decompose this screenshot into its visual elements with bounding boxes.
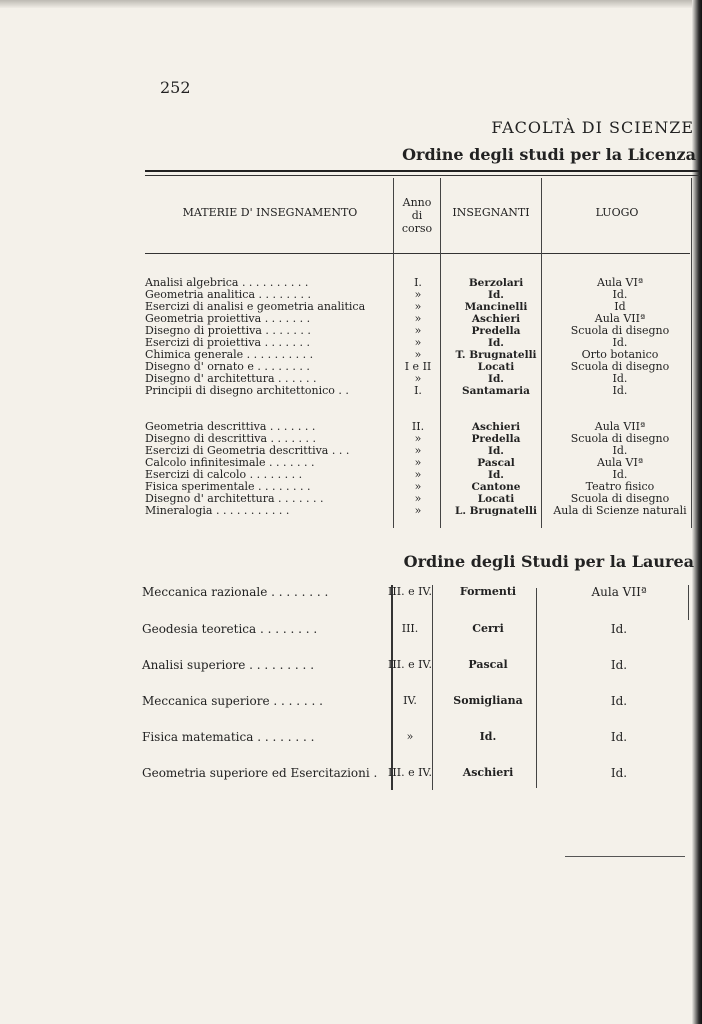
year-cell: » <box>414 480 422 493</box>
header-year-line2: di <box>411 209 423 222</box>
subject-cell: Esercizi di proiettiva . . . . . . . <box>145 336 311 349</box>
year-cell: » <box>414 456 422 469</box>
subject-cell: Geometria superiore ed Esercitazioni . <box>142 766 378 780</box>
subject-cell: Fisica sperimentale . . . . . . . . <box>145 480 311 493</box>
subject-cell: Disegno d' ornato e . . . . . . . . <box>145 360 310 373</box>
header-place: LUOGO <box>595 206 639 219</box>
header-subject: MATERIE D' INSEGNAMENTO <box>182 206 358 219</box>
teacher-cell: Formenti <box>459 585 517 598</box>
year-cell: » <box>414 372 422 385</box>
year-cell: III. e IV. <box>388 585 432 598</box>
teacher-cell: Pascal <box>468 658 508 671</box>
year-cell: » <box>414 444 422 457</box>
place-cell: Id. <box>612 288 628 301</box>
teacher-cell: Locati <box>477 361 515 373</box>
teacher-cell: Aschieri <box>471 421 521 433</box>
place-cell: Id. <box>612 336 628 349</box>
place-cell: Orto botanico <box>581 348 659 361</box>
teacher-cell: Predella <box>471 433 521 445</box>
place-cell: Aula VIIª <box>591 585 647 599</box>
place-cell: Id. <box>612 384 628 397</box>
place-cell: Aula VIIª <box>594 312 646 325</box>
place-cell: Id. <box>610 730 628 744</box>
teacher-cell: Berzolari <box>468 277 524 289</box>
year-cell: I e II <box>404 360 432 373</box>
subject-cell: Geometria analitica . . . . . . . . <box>145 288 311 301</box>
place-cell: Id. <box>610 766 628 780</box>
year-cell: III. e IV. <box>388 766 432 779</box>
s2-divider-year-left <box>391 585 393 790</box>
page-top-edge <box>0 0 702 8</box>
place-cell: Teatro fisico <box>585 480 655 493</box>
section1-title: Ordine degli studi per la Licenza <box>402 145 696 164</box>
place-cell: Aula VIª <box>596 276 644 289</box>
year-cell: » <box>406 730 414 743</box>
teacher-cell: Id. <box>488 337 504 349</box>
table-top-rule <box>145 170 700 172</box>
teacher-cell: Pascal <box>477 457 515 469</box>
subject-cell: Disegno d' architettura . . . . . . . <box>145 492 324 505</box>
teacher-cell: Aschieri <box>471 313 521 325</box>
place-cell: Aula VIª <box>596 456 644 469</box>
subject-cell: Esercizi di Geometria descrittiva . . . <box>145 444 350 457</box>
year-cell: I. <box>414 384 422 397</box>
year-cell: I. <box>414 276 422 289</box>
teacher-cell: Cerri <box>472 622 504 635</box>
header-year-line1: Anno <box>402 196 432 209</box>
year-cell: » <box>414 504 422 517</box>
teacher-cell: Locati <box>477 493 515 505</box>
place-cell: Id. <box>610 694 628 708</box>
subject-cell: Esercizi di analisi e geometria analitica <box>145 300 366 313</box>
place-cell: Id. <box>612 468 628 481</box>
year-cell: III. e IV. <box>388 658 432 671</box>
year-cell: II. <box>411 420 425 433</box>
place-cell: Scuola di disegno <box>570 492 670 505</box>
subject-cell: Principii di disegno architettonico . . <box>145 384 349 397</box>
year-cell: » <box>414 492 422 505</box>
year-cell: » <box>414 348 422 361</box>
header-bottom-rule <box>145 253 690 254</box>
teacher-cell: L. Brugnatelli <box>454 505 537 517</box>
year-cell: » <box>414 336 422 349</box>
s2-divider-teachers-right <box>536 588 537 788</box>
subject-cell: Mineralogia . . . . . . . . . . . <box>145 504 290 517</box>
year-cell: » <box>414 300 422 313</box>
header-teachers: INSEGNANTI <box>452 206 530 219</box>
subject-cell: Analisi superiore . . . . . . . . . <box>142 658 315 672</box>
year-cell: » <box>414 312 422 325</box>
year-cell: » <box>414 468 422 481</box>
teacher-cell: Predella <box>471 325 521 337</box>
subject-cell: Geodesia teoretica . . . . . . . . <box>142 622 318 636</box>
teacher-cell: Id. <box>488 289 504 301</box>
header-year <box>395 196 439 235</box>
place-cell: Id. <box>612 372 628 385</box>
subject-cell: Meccanica superiore . . . . . . . <box>142 694 323 708</box>
s2-divider-year-right <box>432 585 433 790</box>
year-cell: III. <box>401 622 419 635</box>
teacher-cell: T. Brugnatelli <box>455 349 537 361</box>
teacher-cell: Id. <box>488 445 504 457</box>
subject-cell: Meccanica razionale . . . . . . . . <box>142 585 329 599</box>
place-cell: Id. <box>610 622 628 636</box>
teacher-cell: Id. <box>488 469 504 481</box>
place-cell: Id. <box>610 658 628 672</box>
teacher-cell: Somigliana <box>453 694 523 707</box>
year-cell: » <box>414 432 422 445</box>
place-cell: Aula di Scienze naturali <box>553 504 687 517</box>
closing-rule <box>565 856 685 857</box>
place-cell: Id. <box>612 444 628 457</box>
table-top-rule-thin <box>145 175 700 176</box>
year-cell: » <box>414 324 422 337</box>
page-number: 252 <box>160 78 191 97</box>
header-year-line3: corso <box>401 222 433 235</box>
teacher-cell: Aschieri <box>462 766 514 779</box>
subject-cell: Disegno d' architettura . . . . . . <box>145 372 317 385</box>
place-cell: Scuola di disegno <box>570 432 670 445</box>
teacher-cell: Id. <box>479 730 497 743</box>
subject-cell: Analisi algebrica . . . . . . . . . . <box>145 276 309 289</box>
subject-cell: Fisica matematica . . . . . . . . <box>142 730 315 744</box>
subject-cell: Chimica generale . . . . . . . . . . <box>145 348 314 361</box>
teacher-cell: Id. <box>488 373 504 385</box>
subject-cell: Calcolo infinitesimale . . . . . . . <box>145 456 315 469</box>
year-cell: IV. <box>403 694 417 707</box>
teacher-cell: Santamaria <box>462 385 530 397</box>
subject-cell: Esercizi di calcolo . . . . . . . . <box>145 468 303 481</box>
place-cell: Scuola di disegno <box>570 324 670 337</box>
subject-cell: Disegno di proiettiva . . . . . . . <box>145 324 311 337</box>
subject-cell: Geometria descrittiva . . . . . . . <box>145 420 316 433</box>
teacher-cell: Mancinelli <box>464 301 528 313</box>
subject-cell: Disegno di descrittiva . . . . . . . <box>145 432 317 445</box>
place-cell: Scuola di disegno <box>570 360 670 373</box>
place-cell: Aula VIIª <box>594 420 646 433</box>
place-cell: Id <box>614 300 626 313</box>
year-cell: » <box>414 288 422 301</box>
section2-title: Ordine degli Studi per la Laurea <box>403 552 694 571</box>
subject-cell: Geometria proiettiva . . . . . . . <box>145 312 311 325</box>
faculty-title: FACOLTÀ DI SCIENZE <box>491 118 694 137</box>
teacher-cell: Cantone <box>471 481 521 493</box>
